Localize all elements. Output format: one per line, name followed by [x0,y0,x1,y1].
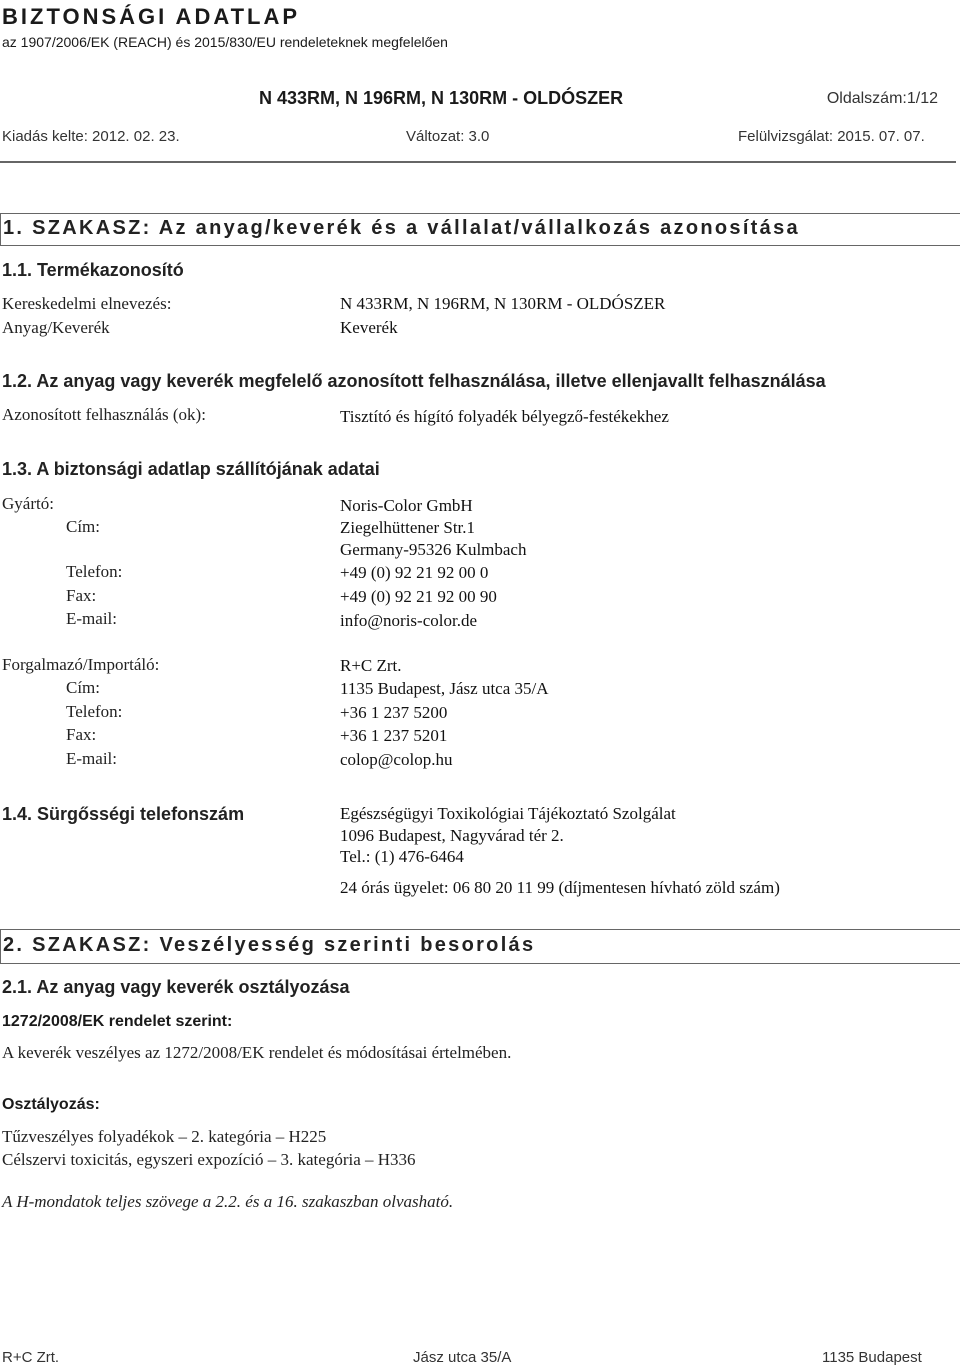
h-statements-note: A H-mondatok teljes szövege a 2.2. és a 16. szakaszban olvasható. [2,1192,454,1211]
header-divider [0,161,956,163]
substance-type-value: Keverék [340,318,398,337]
section-1-title: 1. SZAKASZ: Az anyag/keverék és a vállalat/vállalkozás azonosítása [3,217,800,239]
identified-use-value: Tisztító és hígító folyadék bélyegző-festékekhez [340,407,669,426]
trade-name-label: Kereskedelmi elnevezés: [2,294,172,313]
issue-date: Kiadás kelte: 2012. 02. 23. [2,128,180,145]
distributor-fax: +36 1 237 5201 [340,726,448,745]
trade-name-value: N 433RM, N 196RM, N 130RM - OLDÓSZER [340,294,666,313]
regulation-heading: 1272/2008/EK rendelet szerint: [2,1013,233,1030]
subsection-1-1-heading: 1.1. Termékazonosító [2,260,184,280]
footer-city: 1135 Budapest [822,1349,922,1366]
subsection-1-3-heading: 1.3. A biztonsági adatlap szállítójának adatai [2,459,380,479]
subsection-1-4-heading: 1.4. Sürgősségi telefonszám [2,804,245,824]
substance-type-label: Anyag/Keverék [2,318,110,337]
version: Változat: 3.0 [406,128,490,145]
emergency-line-2: 1096 Budapest, Nagyvárad tér 2. [340,826,564,845]
distributor-email[interactable]: colop@colop.hu [340,750,453,769]
emergency-line-4: 24 órás ügyelet: 06 80 20 11 99 (díjmentesen hívható zöld szám) [340,878,780,897]
subsection-1-2-heading: 1.2. Az anyag vagy keverék megfelelő azonosított felhasználása, illetve ellenjavallt felhasználása [2,371,826,391]
manufacturer-fax-label: Fax: [66,586,97,605]
footer-company: R+C Zrt. [2,1349,60,1366]
manufacturer-email[interactable]: info@noris-color.de [340,611,477,630]
product-name-header: N 433RM, N 196RM, N 130RM - OLDÓSZER [259,88,624,108]
section-2-header [0,929,960,964]
subsection-2-1-heading: 2.1. Az anyag vagy keverék osztályozása [2,977,350,997]
emergency-line-1: Egészségügyi Toxikológiai Tájékoztató Szolgálat [340,804,676,823]
section-2-title: 2. SZAKASZ: Veszélyesség szerinti besorolás [3,934,536,956]
distributor-phone: +36 1 237 5200 [340,703,448,722]
page-number: Oldalszám:1/12 [826,90,938,107]
classification-item-1: Tűzveszélyes folyadékok – 2. kategória – H225 [2,1127,327,1146]
footer-street: Jász utca 35/A [413,1349,512,1366]
distributor-label: Forgalmazó/Importáló: [2,655,160,674]
manufacturer-phone-label: Telefon: [66,562,123,581]
distributor-address: 1135 Budapest, Jász utca 35/A [340,679,549,698]
distributor-fax-label: Fax: [66,725,97,744]
document-title: BIZTONSÁGI ADATLAP [2,4,301,29]
distributor-address-label: Cím: [66,678,101,697]
revision-date: Felülvizsgálat: 2015. 07. 07. [738,128,925,145]
classification-heading: Osztályozás: [2,1096,100,1113]
distributor-name: R+C Zrt. [340,656,402,675]
manufacturer-fax: +49 (0) 92 21 92 00 90 [340,587,497,606]
distributor-email-label: E-mail: [66,749,117,768]
regulation-text: A keverék veszélyes az 1272/2008/EK rendelet és módosításai értelmében. [2,1043,512,1062]
section-1-header [0,213,960,246]
manufacturer-label: Gyártó: [2,494,54,513]
manufacturer-name: Noris-Color GmbH [340,496,473,515]
distributor-phone-label: Telefon: [66,702,123,721]
emergency-line-3: Tel.: (1) 476-6464 [340,847,464,866]
manufacturer-email-label: E-mail: [66,609,117,628]
manufacturer-address-line-2: Germany-95326 Kulmbach [340,540,527,559]
identified-use-label: Azonosított felhasználás (ok): [2,405,206,424]
manufacturer-address-line-1: Ziegelhüttener Str.1 [340,518,476,537]
manufacturer-address-label: Cím: [66,517,101,536]
manufacturer-phone: +49 (0) 92 21 92 00 0 [340,563,489,582]
document-subtitle: az 1907/2006/EK (REACH) és 2015/830/EU rendeleteknek megfelelően [2,34,448,50]
classification-item-2: Célszervi toxicitás, egyszeri expozíció – 3. kategória – H336 [2,1150,416,1169]
